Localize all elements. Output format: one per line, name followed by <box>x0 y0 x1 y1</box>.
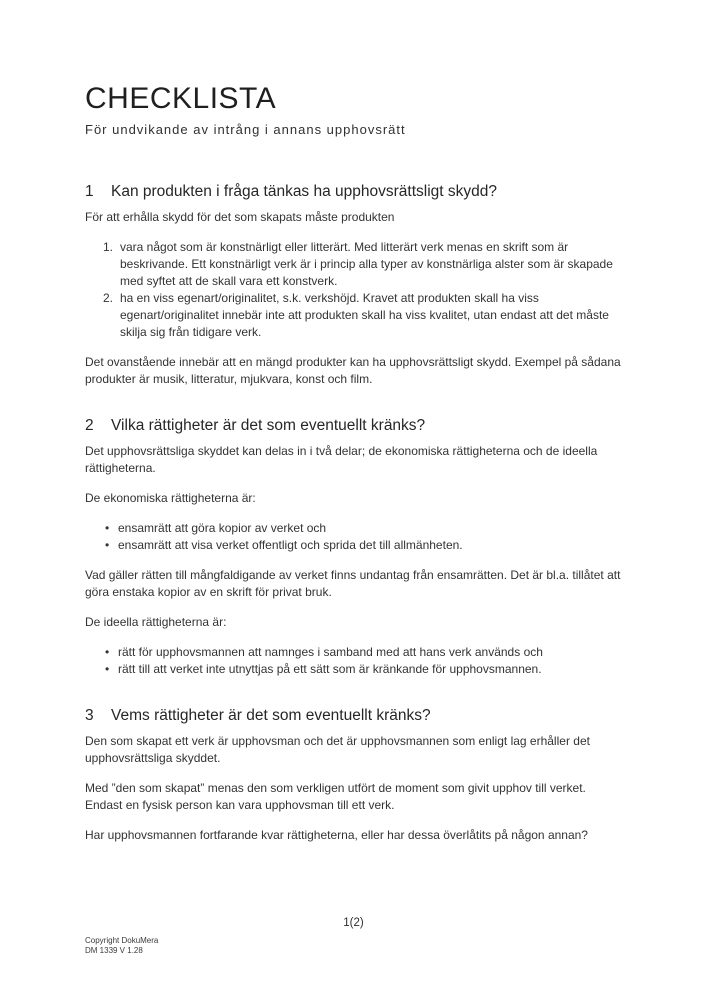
doc-subtitle: För undvikande av intrång i annans upphovsrätt <box>85 122 406 137</box>
section-3-heading <box>85 706 625 726</box>
list-item-text: vara något som är konstnärligt eller litterärt. Med litterärt verk menas en skrift som är beskrivande. Ett konstnärligt verk är i princip alla typer av konstnärliga alster som är skapade med syftet att de skall vara ett konstverk. <box>120 240 613 288</box>
list-item-text: ensamrätt att visa verket offentligt och sprida det till allmänheten. <box>118 538 463 552</box>
list-item <box>85 644 625 661</box>
exception-paragraph: Vad gäller rätten till mångfaldigande av verket finns undantag från ensamrätten. Det är bl.a. tillåtet att göra enstaka kopior av en skrift för privat bruk. <box>85 568 621 599</box>
list-item <box>85 290 625 341</box>
list-item-text: rätt för upphovsmannen att namnges i samband med att hans verk används och <box>118 645 543 659</box>
list-item-text: ha en viss egenart/originalitet, s.k. verkshöjd. Kravet att produkten skall ha viss egenart/originalitet innebär inte att produkten skall ha viss kvalitet, utan endast att det måste skilja sig från tidigare verk. <box>120 291 609 339</box>
list-item <box>85 661 625 678</box>
economic-rights-list <box>85 520 625 554</box>
list-item <box>85 520 625 537</box>
section-3-title: Vems rättigheter är det som eventuellt kränks? <box>111 707 431 724</box>
section-2-title: Vilka rättigheter är det som eventuellt kränks? <box>111 417 426 434</box>
section-1-closing: Det ovanstående innebär att en mängd produkter kan ha upphovsrättsligt skydd. Exempel på sådana produkter är musik, litteratur, mjukvara, konst och film. <box>85 355 621 386</box>
doc-title: CHECKLISTA <box>85 82 277 115</box>
section-1-number: 1 <box>85 183 94 200</box>
list-item <box>85 537 625 554</box>
section-1-title: Kan produkten i fråga tänkas ha upphovsrättsligt skydd? <box>111 183 498 200</box>
section-3-paragraph: Den som skapat ett verk är upphovsman och det är upphovsmannen som enligt lag erhåller det upphovsrättsliga skyddet. <box>85 734 590 765</box>
moral-rights-list <box>85 644 625 678</box>
section-3-number: 3 <box>85 707 94 724</box>
section-2-number: 2 <box>85 417 94 434</box>
copyright-line: Copyright DokuMera <box>85 936 159 945</box>
list-item-text: ensamrätt att göra kopior av verket och <box>118 521 327 535</box>
list-item <box>85 239 625 290</box>
bullet-icon: • <box>105 521 110 535</box>
copyright-notice <box>85 936 158 956</box>
page-number: 1(2) <box>343 917 364 929</box>
list-item-marker: 2. <box>103 291 114 305</box>
moral-rights-label: De ideella rättigheterna är: <box>85 615 227 629</box>
section-1-heading <box>85 182 625 202</box>
economic-rights-label: De ekonomiska rättigheterna är: <box>85 491 256 505</box>
section-1-ordered-list <box>85 239 625 341</box>
section-1-intro: För att erhålla skydd för det som skapats måste produkten <box>85 210 395 224</box>
list-item-marker: 1. <box>103 240 114 254</box>
section-2-heading <box>85 416 625 436</box>
version-line: DM 1339 V 1.28 <box>85 946 143 955</box>
section-3-paragraph: Har upphovsmannen fortfarande kvar rättigheterna, eller har dessa överlåtits på någon annan? <box>85 828 588 842</box>
bullet-icon: • <box>105 538 110 552</box>
bullet-icon: • <box>105 662 110 676</box>
bullet-icon: • <box>105 645 110 659</box>
section-2-intro: Det upphovsrättsliga skyddet kan delas in i två delar; de ekonomiska rättigheterna och de ideella rättigheterna. <box>85 444 598 475</box>
section-3-paragraph: Med ”den som skapat” menas den som verkligen utfört de moment som givit upphov till verket. Endast en fysisk person kan vara upphovsman till ett verk. <box>85 781 586 812</box>
list-item-text: rätt till att verket inte utnyttjas på ett sätt som är kränkande för upphovsmannen. <box>118 662 542 676</box>
